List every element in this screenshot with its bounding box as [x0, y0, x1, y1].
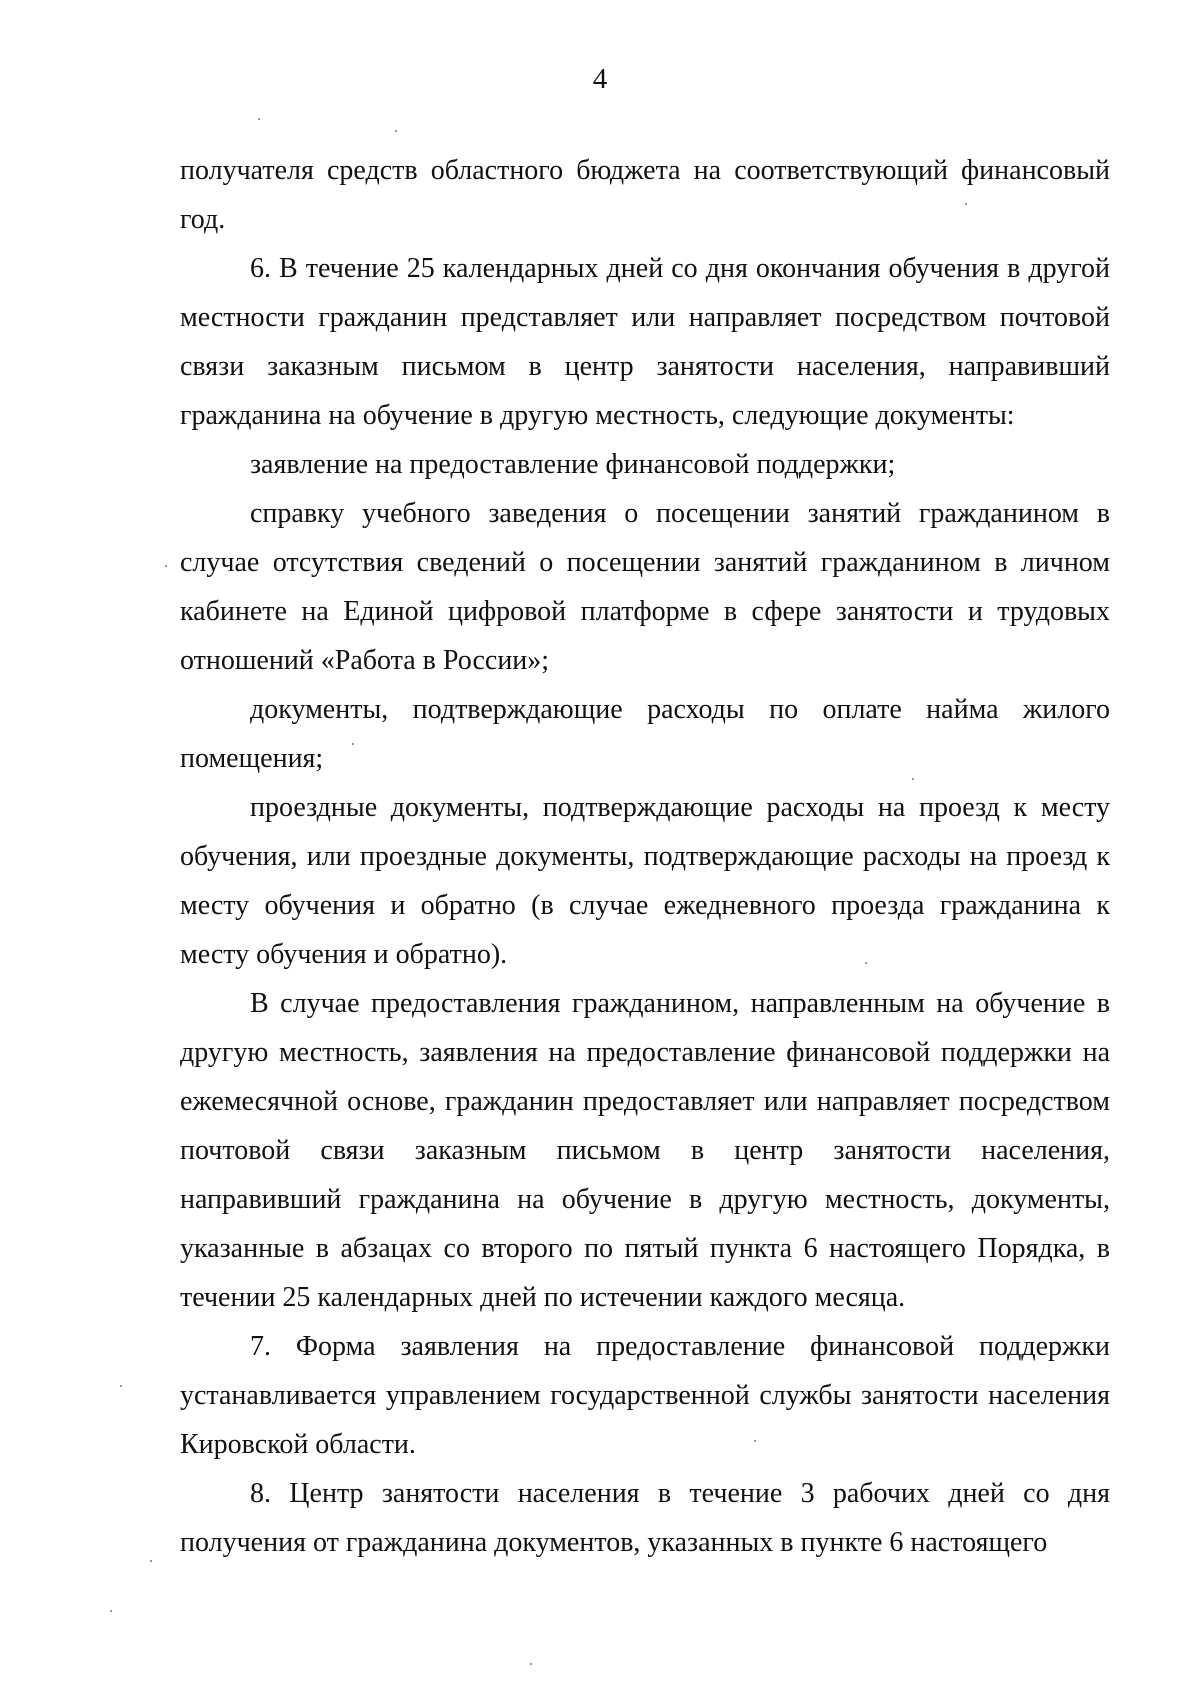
paragraph-continuation: получателя средств областного бюджета на соответствующий финансовый год. [180, 155, 1110, 235]
scan-speck [530, 1663, 532, 1665]
scan-speck [258, 118, 260, 120]
scan-speck [110, 1610, 112, 1612]
scan-speck [865, 962, 867, 964]
paragraph-item-6: 6. В течение 25 календарных дней со дня окончания обучения в другой местности гражданин представляет или направляет посредством почтовой связи заказным письмом в центр занятости населения, направивший гражданина на обучение в другую местность, следующие документы: [180, 253, 1110, 431]
paragraph-list-housing-documents: документы, подтверждающие расходы по оплате найма жилого помещения; [180, 694, 1110, 774]
paragraph-list-travel-documents: проездные документы, подтверждающие расходы на проезд к месту обучения, или проездные документы, подтверждающие расходы на проезд к месту обучения и обратно (в случае ежедневного проезда гражданина к месту обучения и обратно). [180, 792, 1110, 970]
scan-speck [120, 1385, 122, 1387]
scan-speck [965, 203, 967, 205]
paragraph-monthly-support: В случае предоставления гражданином, направленным на обучение в другую местность, заявления на предоставление финансовой поддержки на ежемесячной основе, гражданин предоставляет или направляет посредством почтовой связи заказным письмом в центр занятости населения, направивший гражданина на обучение в другую местность, документы, указанные в абзацах со второго по пятый пункта 6 настоящего Порядка, в течении 25 календарных дней по истечении каждого месяца. [180, 988, 1110, 1313]
paragraph-item-8: 8. Центр занятости населения в течение 3 рабочих дней со дня получения от гражданина документов, указанных в пункте 6 настоящего [180, 1478, 1110, 1558]
paragraph-list-certificate: справку учебного заведения о посещении занятий гражданином в случае отсутствия сведений о посещении занятий гражданином в личном кабинете на Единой цифровой платформе в сфере занятости и трудовых отношений «Работа в России»; [180, 498, 1110, 676]
scan-speck [912, 778, 914, 780]
page-number: 4 [592, 63, 608, 95]
paragraph-item-7: 7. Форма заявления на предоставление финансовой поддержки устанавливается управлением государственной службы занятости населения Кировской области. [180, 1331, 1110, 1460]
scan-speck [165, 565, 167, 567]
scan-speck [150, 1560, 152, 1562]
scan-speck [352, 743, 354, 745]
paragraph-list-application: заявление на предоставление финансовой поддержки; [250, 449, 896, 480]
document-body [180, 146, 1110, 1567]
scan-speck [395, 130, 397, 132]
scan-speck [754, 1440, 756, 1442]
